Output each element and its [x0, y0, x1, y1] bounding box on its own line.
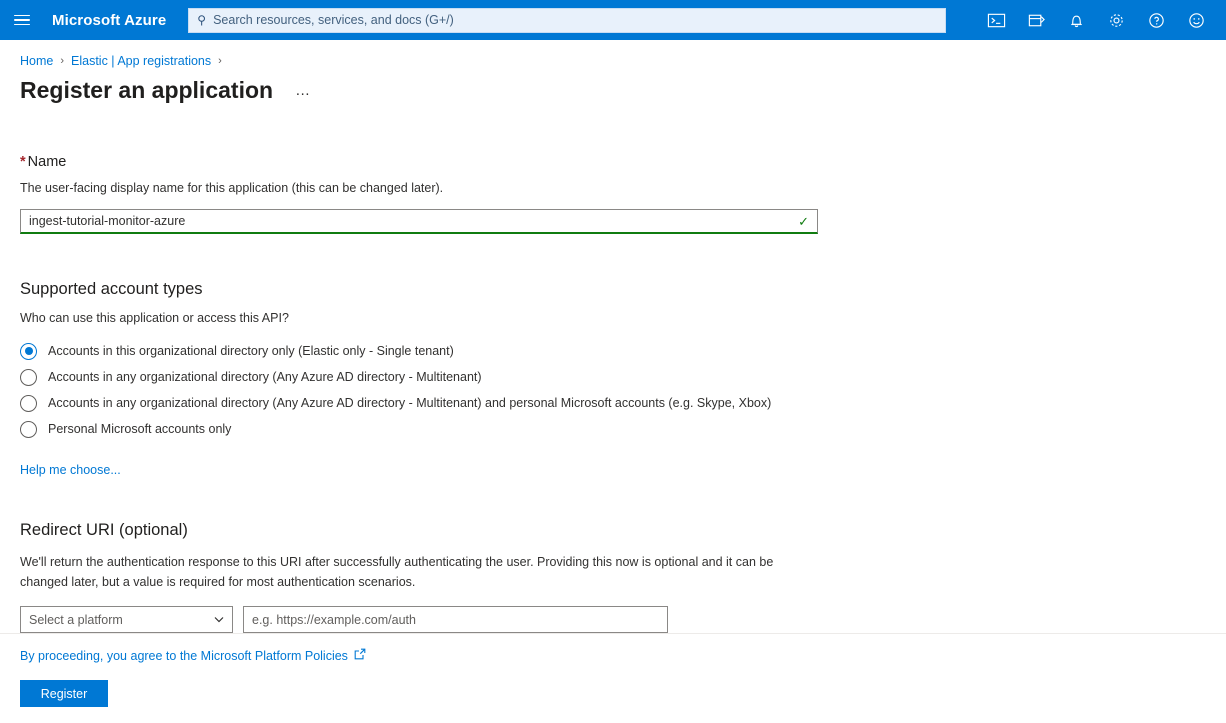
redirect-uri-input-container[interactable] [243, 606, 668, 633]
search-icon: ⚲ [197, 13, 207, 27]
radio-label-single-tenant: Accounts in this organizational directory only (Elastic only - Single tenant) [48, 344, 454, 359]
top-bar-icon-group [976, 0, 1216, 40]
redirect-uri-title: Redirect URI (optional) [20, 521, 188, 540]
validation-check-icon: ✓ [798, 213, 809, 229]
radio-button-multitenant[interactable] [20, 369, 37, 386]
radio-label-multitenant: Accounts in any organizational directory (Any Azure AD directory - Multitenant) [48, 370, 482, 385]
platform-select[interactable] [20, 606, 233, 633]
platform-policies-row [20, 648, 1226, 663]
chevron-down-icon [214, 615, 224, 625]
account-types-radio-group [20, 338, 1226, 442]
page-header [0, 68, 1226, 103]
register-application-form [0, 154, 1226, 633]
global-search-box[interactable] [188, 8, 946, 33]
supported-account-types-subtitle: Who can use this application or access this API? [20, 311, 289, 326]
help-question-icon[interactable] [1136, 0, 1176, 40]
register-button[interactable]: Register [20, 680, 108, 707]
breadcrumb-separator-icon: › [60, 55, 65, 67]
radio-option-multitenant[interactable] [20, 364, 1226, 390]
redirect-uri-input[interactable] [244, 613, 667, 627]
breadcrumb-item-app-registrations[interactable]: Elastic | App registrations [71, 54, 212, 68]
hamburger-menu-icon[interactable] [0, 0, 44, 40]
external-link-icon[interactable] [354, 648, 366, 663]
supported-account-types-title: Supported account types [20, 280, 203, 299]
required-indicator: * [20, 154, 26, 171]
top-navigation-bar [0, 0, 1226, 40]
radio-button-single-tenant[interactable] [20, 343, 37, 360]
form-footer [0, 633, 1226, 723]
feedback-smiley-icon[interactable] [1176, 0, 1216, 40]
name-input[interactable] [21, 214, 798, 228]
search-input[interactable] [213, 13, 937, 27]
directories-subscriptions-icon[interactable] [1016, 0, 1056, 40]
name-input-container[interactable] [20, 209, 818, 234]
azure-brand-label[interactable]: Microsoft Azure [52, 11, 167, 29]
settings-gear-icon[interactable] [1096, 0, 1136, 40]
name-field-description: The user-facing display name for this application (this can be changed later). [20, 181, 444, 196]
redirect-uri-description: We'll return the authentication response to this URI after successfully authenticating the user. Providing this now is optional and it can be changed later, but a value is required for most authentication scenarios. [20, 555, 774, 589]
radio-option-multitenant-personal[interactable] [20, 390, 1226, 416]
name-field-label [20, 154, 1226, 170]
name-label-text: Name [27, 154, 67, 171]
radio-button-personal-only[interactable] [20, 421, 37, 438]
breadcrumb-separator-icon-2: › [218, 55, 222, 67]
more-actions-button[interactable]: … [295, 82, 312, 100]
platform-policies-link[interactable]: By proceeding, you agree to the Microsoft Platform Policies [20, 648, 348, 663]
radio-label-multitenant-personal: Accounts in any organizational directory (Any Azure AD directory - Multitenant) and personal Microsoft accounts (e.g. Skype, Xbox) [48, 396, 772, 411]
breadcrumb [0, 40, 1226, 68]
radio-label-personal-only: Personal Microsoft accounts only [48, 422, 232, 437]
hamburger-bars [14, 12, 30, 29]
radio-option-single-tenant[interactable] [20, 338, 1226, 364]
radio-button-multitenant-personal[interactable] [20, 395, 37, 412]
page-title: Register an application [20, 77, 274, 103]
breadcrumb-item-home[interactable]: Home [20, 54, 54, 68]
redirect-uri-row [20, 606, 1226, 633]
radio-option-personal-only[interactable] [20, 416, 1226, 442]
cloud-shell-icon[interactable] [976, 0, 1016, 40]
notifications-bell-icon[interactable] [1056, 0, 1096, 40]
platform-select-value: Select a platform [29, 612, 123, 627]
help-me-choose-link[interactable]: Help me choose... [20, 463, 121, 478]
